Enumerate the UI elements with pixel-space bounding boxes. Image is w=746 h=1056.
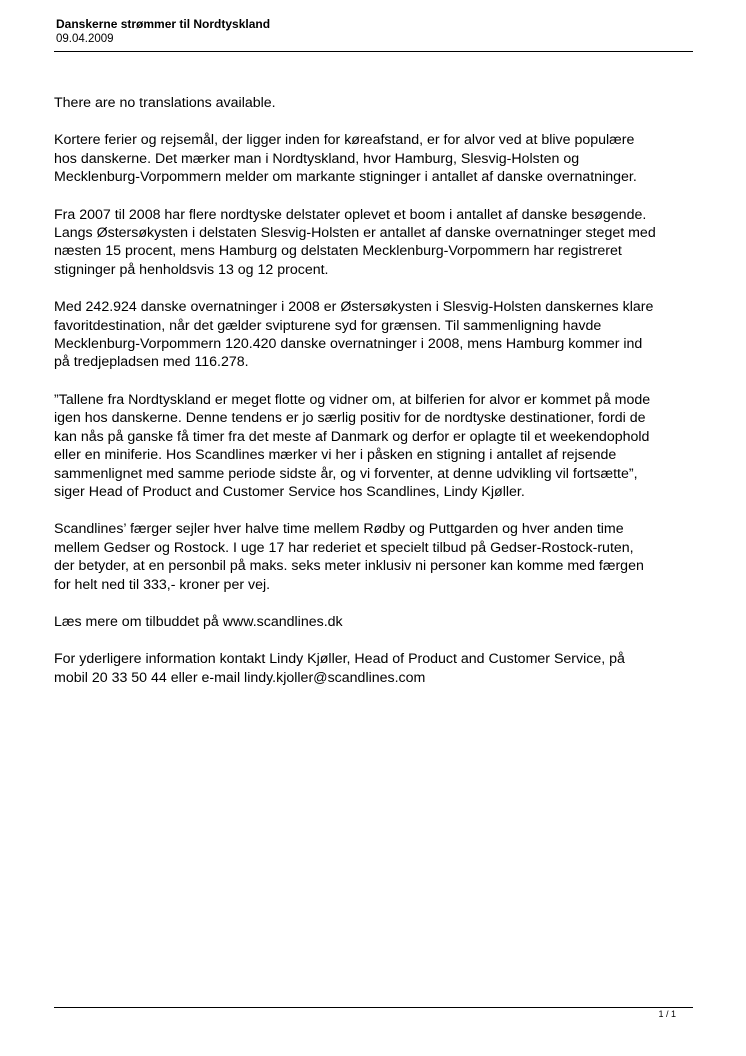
header-divider	[54, 51, 693, 52]
paragraph-contact: For yderligere information kontakt Lindy Kjøller, Head of Product and Customer Service, på mobil 20 33 50 44 eller e-mail lindy.kjoller@scandlines.com	[54, 651, 625, 686]
paragraph-quote: ”Tallene fra Nordtyskland er meget flotte og vidner om, at bilferien for alvor er kommet på mode igen hos danskerne. Denne tendens er jo særlig positiv for de nordtyske destinationer, fordi de kan nås på ganske få timer fra det meste af Danmark og derfor er oplagte til et weekendophold eller en miniferie. Hos Scandlines mærker vi her i påsken en stigning i antallet af rejsende sammenlignet med samme periode sidste år, og vi forventer, at denne udvikling vil fortsætte”, siger Head of Product and Customer Service hos Scandlines, Lindy Kjøller.	[54, 391, 651, 500]
paragraph-overnight-stays: Med 242.924 danske overnatninger i 2008 er Østersøkysten i Slesvig-Holsten danskernes klare favoritdestination, når det gælder svipturene syd for grænsen. Til sammenligning havde Mecklenburg-Vorpommern 120.420 danske overnatninger i 2008, mens Hamburg kommer ind på tredjepladsen med 116.278.	[54, 299, 654, 371]
document-date: 09.04.2009	[56, 33, 114, 45]
paragraph-translation-note: There are no translations available.	[54, 95, 276, 111]
document-title: Danskerne strømmer til Nordtyskland	[56, 17, 271, 31]
document-body	[54, 94, 694, 706]
paragraph-read-more: Læs mere om tilbuddet på www.scandlines.dk	[54, 613, 343, 630]
page-number: 1 / 1	[658, 1009, 676, 1019]
document-header	[56, 17, 692, 46]
paragraph-statistics: Fra 2007 til 2008 har flere nordtyske delstater oplevet et boom i antallet af danske besøgende. Langs Østersøkysten i delstaten Slesvig-Holsten er antallet af danske overnatninger steget med næsten 15 procent, mens Hamburg og delstaten Mecklenburg-Vorpommern har registreret stigninger på henholdsvis 13 og 12 procent.	[54, 206, 656, 278]
paragraph-ferry-offer: Scandlines’ færger sejler hver halve time mellem Rødby og Puttgarden og hver anden time mellem Gedser og Rostock. I uge 17 har rederiet et specielt tilbud på Gedser-Rostock-ruten, der betyder, at en personbil på maks. seks meter inklusiv ni personer kan komme med færgen for helt ned til 333,- kroner per vej.	[54, 521, 644, 593]
paragraph-intro: Kortere ferier og rejsemål, der ligger inden for køreafstand, er for alvor ved at blive populære hos danskerne. Det mærker man i Nordtyskland, hvor Hamburg, Slesvig-Holsten og Mecklenburg-Vorpommern melder om markante stigninger i antallet af danske overnatninger.	[54, 132, 637, 186]
footer-divider	[54, 1007, 693, 1008]
